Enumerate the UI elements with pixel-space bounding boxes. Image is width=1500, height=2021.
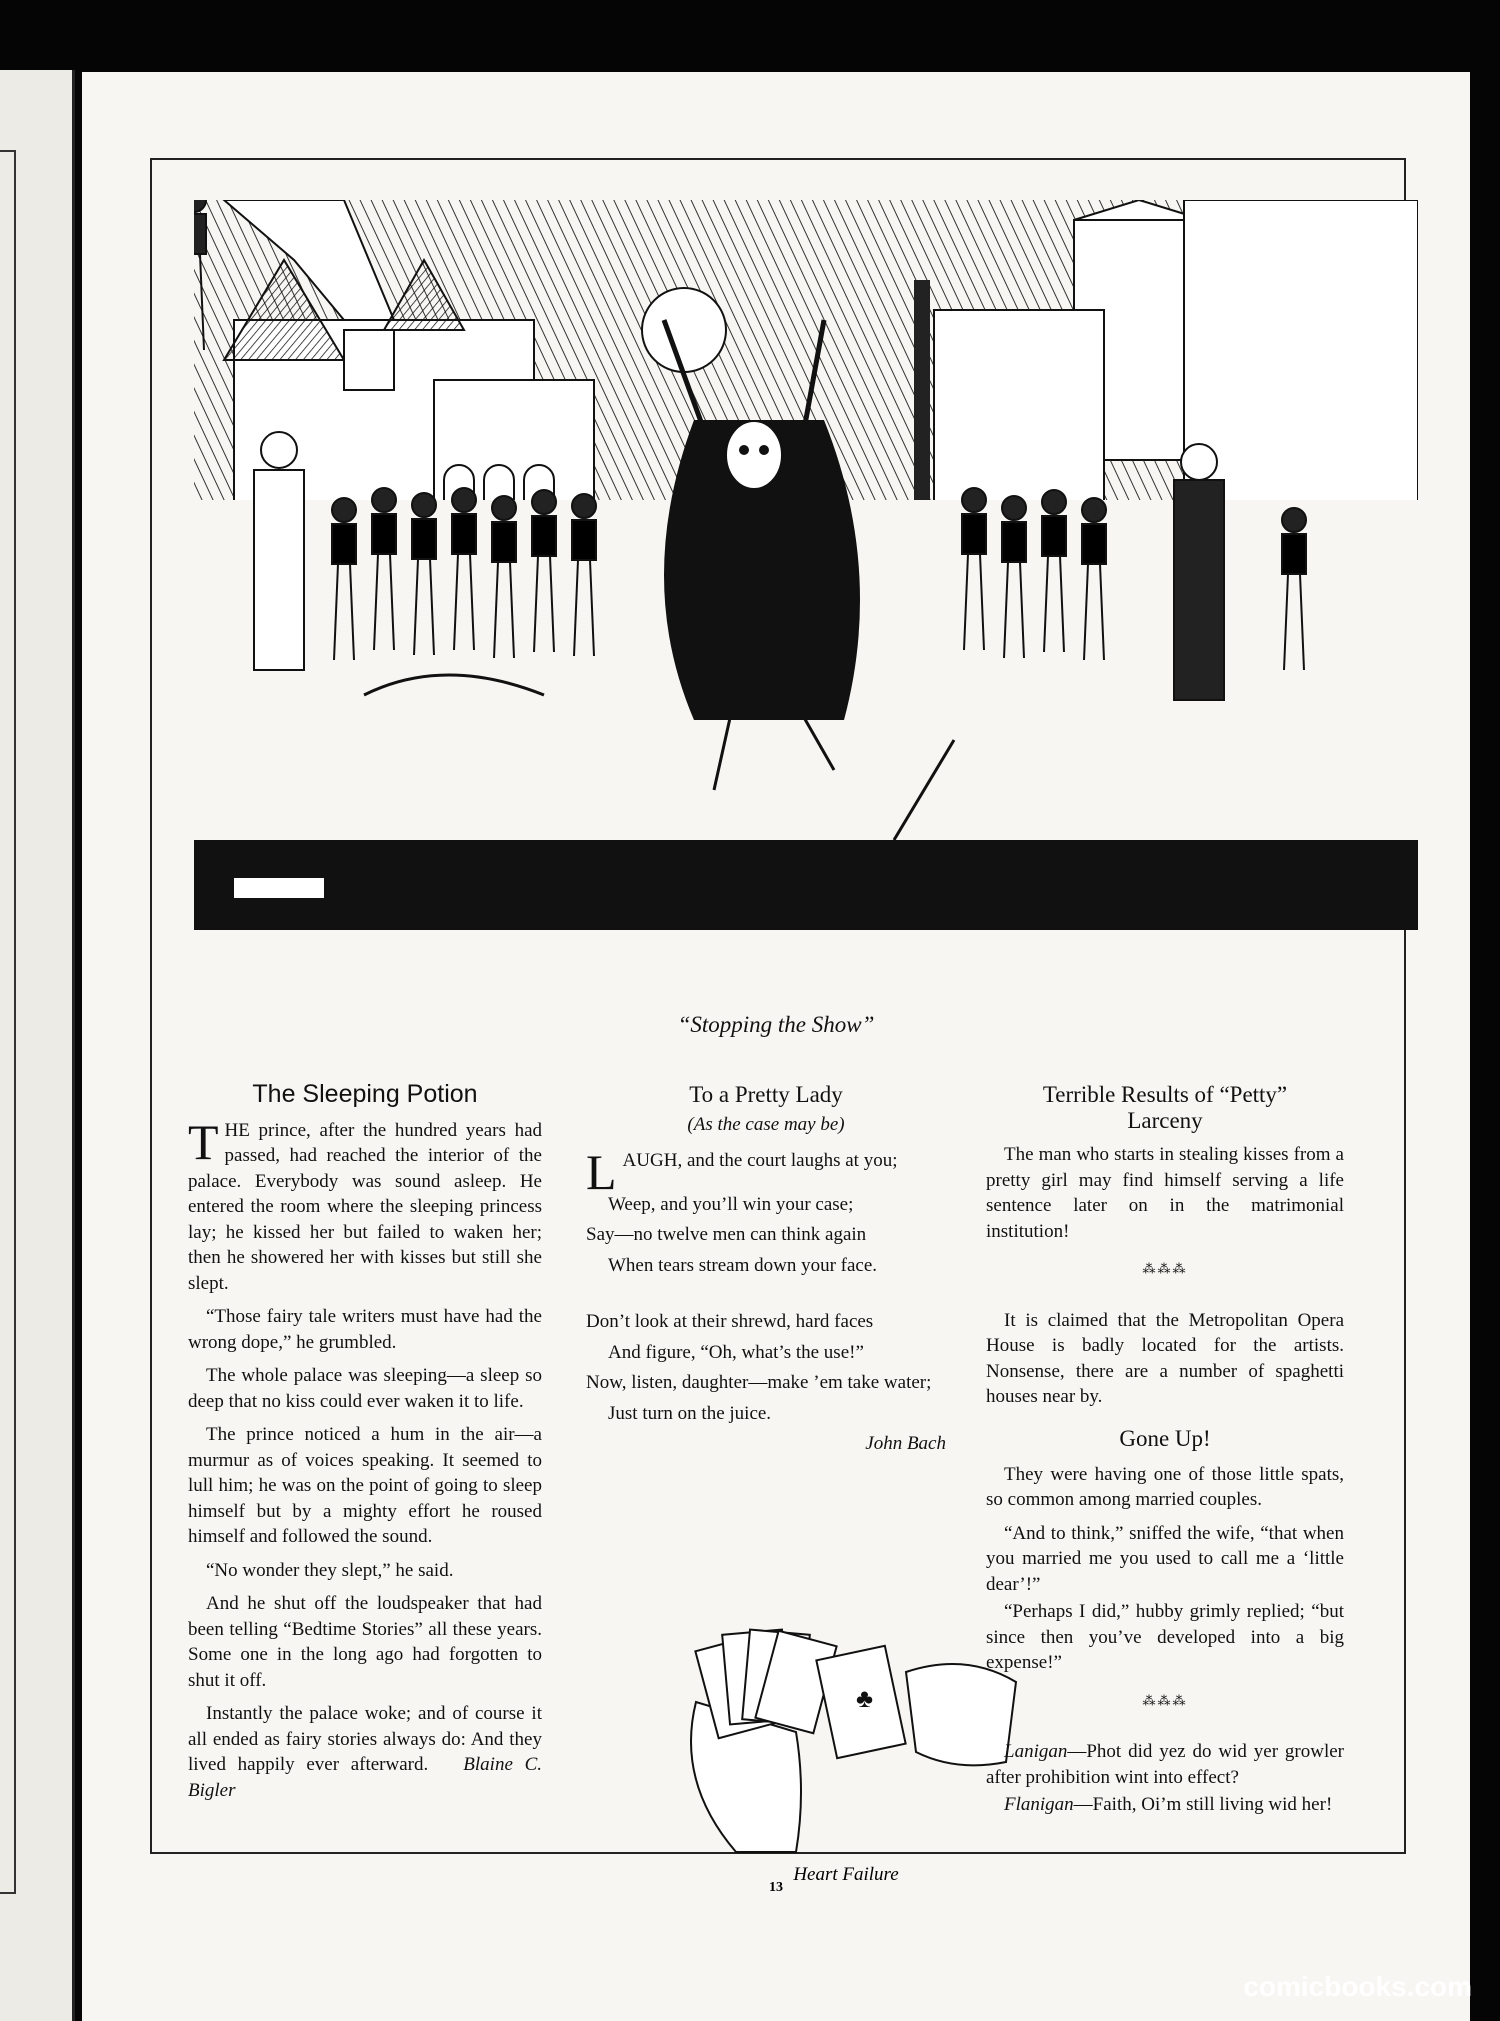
left-page-rule [0,150,16,1894]
gone-up-paragraph-3: “Perhaps I did,” hubby grimly replied; “but since then you’ve developed into a big expense!” [986,1601,1344,1673]
sleeping-potion-paragraph-1: THE prince, after the hundred years had passed, had reached the interior of the palace. Everybody was sound asleep. He entered the room where the sleeping princess lay; he kissed her but failed to waken her; then he showered her with kisses but still she slept. [188,1113,542,1294]
sleeping-potion-author: Blaine C. Bigler [188,1754,542,1801]
larceny-paragraph-1: The man who starts in stealing kisses from a pretty girl may find himself serving a life sentence later on in the matrimonial institution! [986,1144,1344,1242]
magazine-page [82,72,1470,2021]
sleeping-potion-title: The Sleeping Potion [252,1080,478,1108]
gone-up-title: Gone Up! [1119,1425,1211,1451]
opera-house-paragraph: It is claimed that the Metropolitan Opera House is badly located for the artists. Nonsense, there are a number of spaghetti houses near by. [986,1309,1344,1407]
gone-up-paragraph-1: They were having one of those little spats, so common among married couples. [986,1463,1344,1510]
sleeping-potion-paragraph-5: “No wonder they slept,” he said. [206,1559,454,1581]
dropcap-t: T [188,1113,219,1170]
heart-failure-cards-illustration [666,1612,1026,1862]
column-pretty-lady [586,1082,946,1457]
dropcap-l: L [586,1143,617,1200]
verse-line-7: Now, listen, daughter—make ’em take water; [586,1372,932,1393]
verse-line-6: And figure, “Oh, what’s the use!” [608,1341,864,1363]
dinkus-2: ⁂⁂⁂ [1142,1692,1188,1708]
larceny-title: Terrible Results of “Petty” Larceny [1042,1082,1288,1133]
illustration-caption: “Stopping the Show” [677,1012,875,1037]
left-page-edge [0,70,75,2021]
column-sleeping-potion [188,1082,542,1811]
pretty-lady-title: To a Pretty Lady [689,1082,843,1107]
dinkus-1: ⁂⁂⁂ [1142,1261,1188,1276]
gone-up-paragraph-2: “And to think,” sniffed the wife, “that when you married me you used to call me a ‘little dear’!” [986,1522,1344,1595]
verse-line-8: Just turn on the juice. [608,1402,772,1424]
site-watermark: comicbooks.com [1243,1971,1472,2002]
verse-line-2: Weep, and you’ll win your case; [608,1193,854,1215]
sleeping-potion-paragraph-7: Instantly the palace woke; and of course it all ended as fairy stories always do: And they lived happily ever afterward. Blaine C. Bigler [188,1703,542,1801]
verse-line-3: Say—no twelve men can think again [586,1224,867,1245]
pretty-lady-subtitle: (As the case may be) [687,1114,845,1135]
flanigan-line: Flanigan—Faith, Oi’m still living wid her! [1004,1794,1333,1815]
pretty-lady-author: John Bach [865,1433,946,1454]
sleeping-potion-paragraph-3: The whole palace was sleeping—a sleep so deep that no kiss could ever waken it to life. [188,1365,542,1412]
column-larceny [986,1082,1344,1826]
lanigan-line: Lanigan—Phot did yez do wid yer growler after prohibition wint into effect? [986,1741,1344,1788]
verse-line-1: LAUGH, and the court laughs at you; [586,1143,898,1200]
stopping-the-show-illustration [194,200,1418,1000]
page-number: 13 [769,1880,783,1895]
svg-text:♣: ♣ [856,1684,874,1713]
verse-line-4: When tears stream down your face. [608,1254,878,1276]
sleeping-potion-paragraph-2: “Those fairy tale writers must have had the wrong dope,” he grumbled. [188,1306,542,1353]
verse-line-5: Don’t look at their shrewd, hard faces [586,1311,874,1332]
heart-failure-caption: Heart Failure [793,1864,899,1885]
sleeping-potion-paragraph-6: And he shut off the loudspeaker that had been telling “Bedtime Stories” all these years. Some one in the long ago had forgotten to shut it off. [188,1593,542,1691]
sleeping-potion-paragraph-4: The prince noticed a hum in the air—a murmur as of voices speaking. It seemed to lull him; he was on the point of going to sleep himself but by a mighty effort he roused himself and followed the sound. [188,1424,542,1547]
